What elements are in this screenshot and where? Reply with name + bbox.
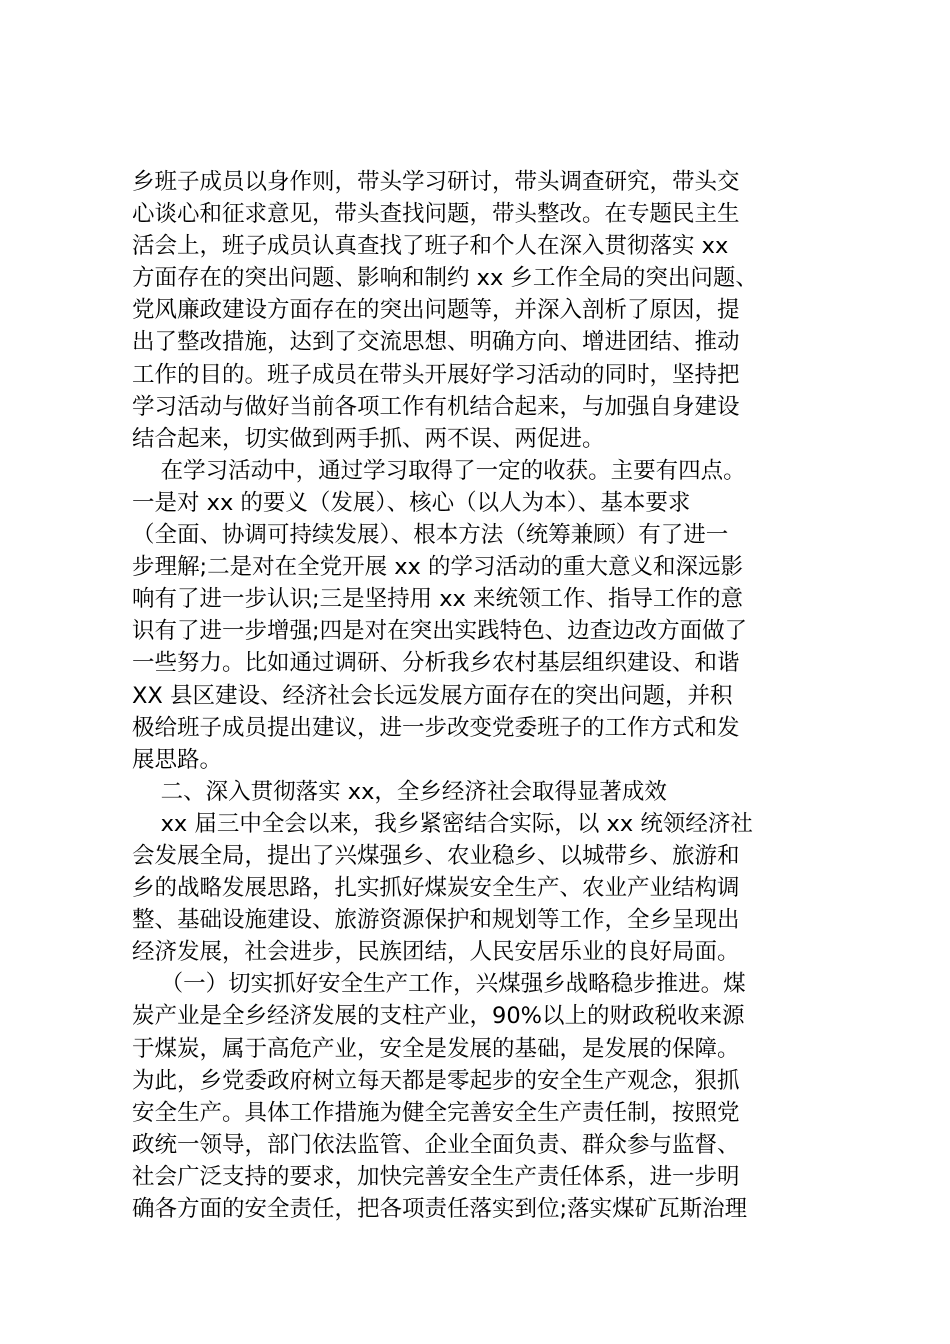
text-line: 为此，乡党委政府树立每天都是零起步的安全生产观念，狠抓	[132, 1067, 740, 1094]
text-line: 整、基础设施建设、旅游资源保护和规划等工作，全乡呈现出	[132, 907, 740, 934]
text-line: 在学习活动中，通过学习取得了一定的收获。主要有四点。	[132, 457, 746, 484]
text-line: 极给班子成员提出建议，进一步改变党委班子的工作方式和发	[132, 714, 740, 741]
text-line: 一些努力。比如通过调研、分析我乡农村基层组织建设、和谐	[132, 650, 740, 677]
text-line: （一）切实抓好安全生产工作，兴煤强乡战略稳步推进。煤	[132, 971, 746, 998]
text-line: 结合起来，切实做到两手抓、两不误、两促进。	[132, 425, 605, 452]
text-line: 步理解;二是对在全党开展 xx 的学习活动的重大意义和深远影	[132, 554, 744, 581]
text-line: XX 县区建设、经济社会长远发展方面存在的突出问题，并积	[132, 682, 733, 709]
text-line: 出了整改措施，达到了交流思想、明确方向、增进团结、推动	[132, 329, 740, 356]
text-line: 展思路。	[132, 746, 223, 773]
text-line: 工作的目的。班子成员在带头开展好学习活动的同时，坚持把	[132, 361, 740, 388]
text-line: 乡的战略发展思路，扎实抓好煤炭安全生产、农业产业结构调	[132, 875, 740, 902]
text-line: 会发展全局，提出了兴煤强乡、农业稳乡、以城带乡、旅游和	[132, 842, 740, 869]
text-line: 一是对 xx 的要义（发展）、核心（以人为本）、基本要求	[132, 489, 691, 516]
text-line: xx 届三中全会以来，我乡紧密结合实际，以 xx 统领经济社	[132, 810, 753, 837]
text-line: 安全生产。具体工作措施为健全完善安全生产责任制，按照党	[132, 1099, 740, 1126]
body-text	[132, 166, 822, 1225]
text-line: 于煤炭，属于高危产业，安全是发展的基础，是发展的保障。	[132, 1035, 740, 1062]
text-line: 乡班子成员以身作则，带头学习研讨，带头调查研究，带头交	[132, 169, 740, 195]
text-line: 方面存在的突出问题、影响和制约 xx 乡工作全局的突出问题、	[132, 265, 758, 292]
text-line: （全面、协调可持续发展）、根本方法（统筹兼顾）有了进一	[132, 522, 729, 549]
text-line: 学习活动与做好当前各项工作有机结合起来，与加强自身建设	[132, 393, 740, 420]
section-heading: 二、深入贯彻落实 xx，全乡经济社会取得显著成效	[132, 778, 667, 805]
text-line: 炭产业是全乡经济发展的支柱产业，90%以上的财政税收来源	[132, 1003, 745, 1030]
text-line: 经济发展，社会进步，民族团结，人民安居乐业的良好局面。	[132, 939, 740, 966]
text-line: 响有了进一步认识;三是坚持用 xx 来统领工作、指导工作的意	[132, 586, 744, 613]
text-line: 社会广泛支持的要求，加快完善安全生产责任体系，进一步明	[132, 1163, 740, 1190]
text-line: 政统一领导，部门依法监管、企业全面负责、群众参与监督、	[132, 1131, 740, 1158]
text-line: 确各方面的安全责任，把各项责任落实到位;落实煤矿瓦斯治理	[132, 1196, 748, 1222]
text-line: 活会上，班子成员认真查找了班子和个人在深入贯彻落实 xx	[132, 233, 729, 260]
text-line: 识有了进一步增强;四是对在突出实践特色、边查边改方面做了	[132, 618, 748, 645]
text-line: 党风廉政建设方面存在的突出问题等，并深入剖析了原因，提	[132, 297, 740, 324]
text-line: 心谈心和征求意见，带头查找问题，带头整改。在专题民主生	[132, 201, 740, 228]
